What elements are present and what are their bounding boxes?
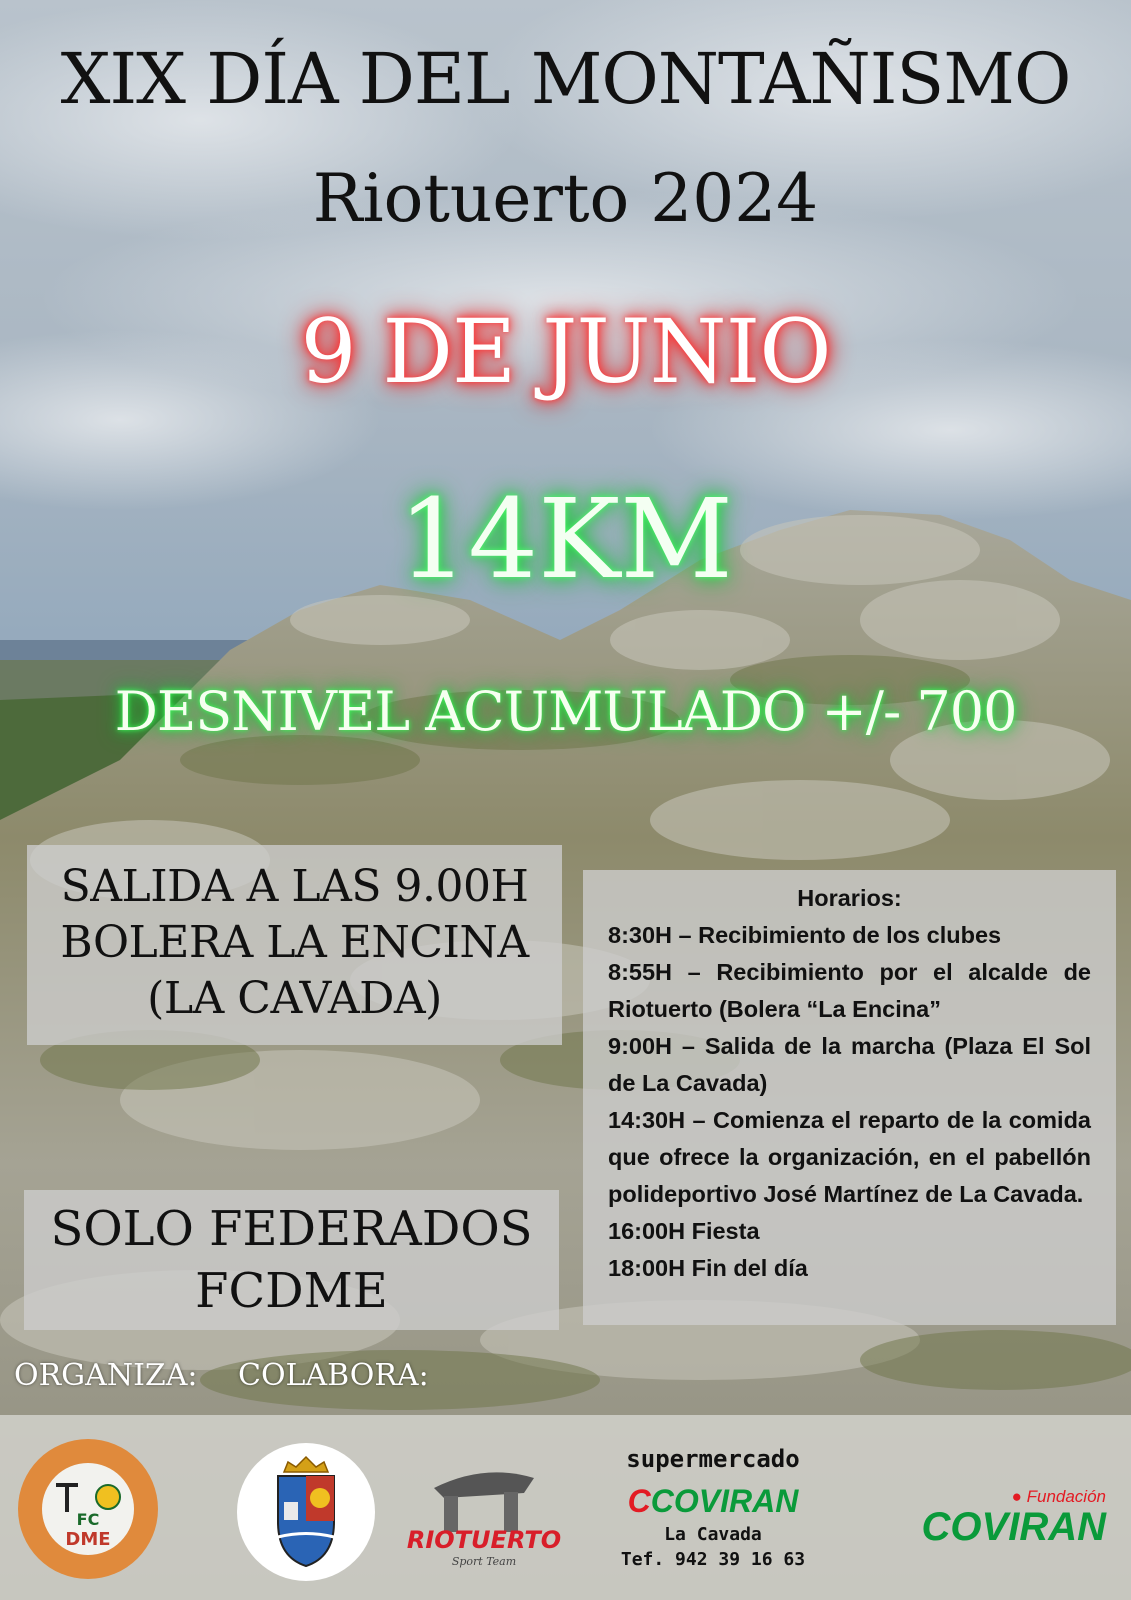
- horarios-title: Horarios:: [797, 885, 902, 911]
- horario-item: 9:00H – Salida de la marcha (Plaza El Sol de La Cavada): [608, 1033, 1091, 1096]
- event-title: XIX DÍA DEL MONTAÑISMO: [60, 38, 1071, 120]
- coviran-supermercado-logo: [598, 1445, 828, 1573]
- svg-text:DME: DME: [65, 1529, 111, 1550]
- colabora-label: COLABORA:: [238, 1358, 429, 1393]
- riotuerto-logo-tagline: Sport Team: [451, 1555, 517, 1568]
- event-elevation: DESNIVEL ACUMULADO +/- 700: [114, 680, 1017, 743]
- horario-item: 14:30H – Comienza el reparto de la comida que ofrece la organización, en el pabellón polideportivo José Martínez de La Cavada.: [608, 1107, 1091, 1207]
- horario-item: 16:00H Fiesta: [608, 1218, 760, 1244]
- organiza-label: ORGANIZA:: [14, 1358, 198, 1393]
- salida-line: SALIDA A LAS 9.00H: [60, 861, 529, 912]
- fundacion-label: Fundación: [1026, 1487, 1106, 1506]
- horario-item: 8:30H – Recibimiento de los clubes: [608, 922, 1002, 948]
- federados-line: SOLO FEDERADOS: [50, 1201, 533, 1257]
- coviran-c-icon: C: [627, 1483, 651, 1519]
- fundacion-dot-icon: ●: [1011, 1487, 1022, 1506]
- supermercado-brand: COVIRAN: [650, 1483, 799, 1519]
- riotuerto-coat-of-arms: [236, 1442, 376, 1582]
- salida-line: (LA CAVADA): [147, 973, 442, 1024]
- supermercado-phone: Tef. 942 39 16 63: [620, 1549, 806, 1570]
- supermercado-location: La Cavada: [664, 1524, 762, 1545]
- event-distance: 14KM: [398, 475, 733, 603]
- fundacion-coviran-logo: [866, 1487, 1106, 1547]
- salida-line: BOLERA LA ENCINA: [60, 917, 529, 968]
- horarios-box: [583, 870, 1116, 1325]
- horario-item: 8:55H – Recibimiento por el alcalde de Riotuerto (Bolera “La Encina”: [608, 959, 1091, 1022]
- event-date: 9 DE JUNIO: [300, 300, 831, 403]
- horario-item: 18:00H Fin del día: [608, 1255, 808, 1281]
- federados-line: FCDME: [195, 1263, 388, 1319]
- event-subtitle: Riotuerto 2024: [312, 160, 819, 237]
- federados-box: [24, 1190, 559, 1330]
- riotuerto-logo-name: RIOTUERTO: [406, 1526, 562, 1554]
- svg-text:FC: FC: [76, 1510, 100, 1529]
- fcdme-logo: [16, 1437, 160, 1581]
- fundacion-brand: COVIRAN: [921, 1505, 1106, 1549]
- salida-box: [27, 845, 562, 1045]
- supermercado-label: supermercado: [626, 1445, 800, 1473]
- riotuerto-sport-team-logo: [394, 1448, 574, 1568]
